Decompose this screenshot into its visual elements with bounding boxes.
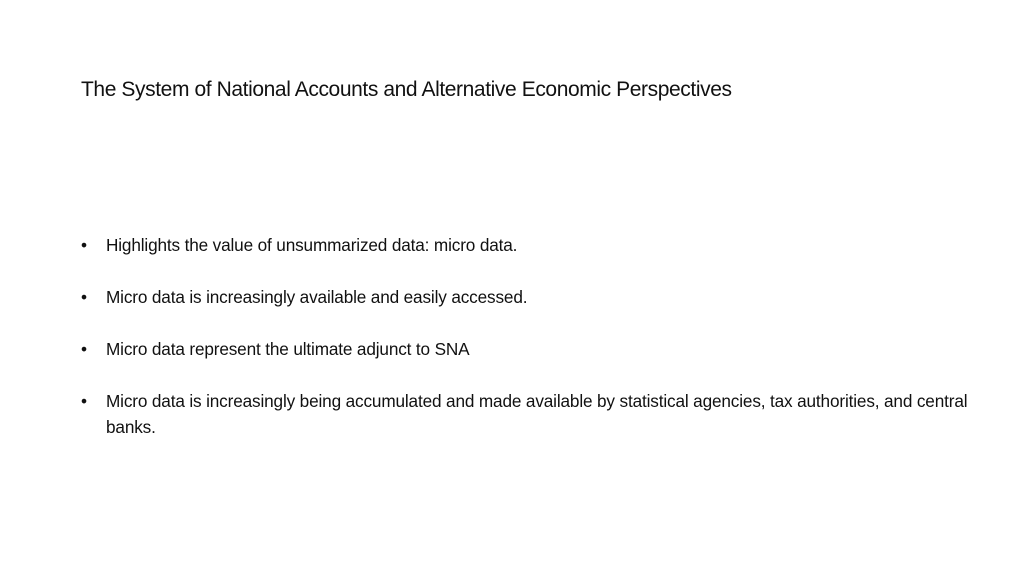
bullet-marker: • xyxy=(81,391,87,411)
bullet-item xyxy=(79,388,1009,440)
bullet-text: Micro data represent the ultimate adjunct to SNA xyxy=(106,339,470,359)
bullet-item xyxy=(79,232,1009,258)
bullet-item xyxy=(79,284,1009,310)
bullet-text: Micro data is increasingly available and easily accessed. xyxy=(106,287,528,307)
slide-title: The System of National Accounts and Alternative Economic Perspectives xyxy=(81,78,732,101)
bullet-marker: • xyxy=(81,339,87,359)
bullet-item xyxy=(79,336,1009,362)
bullet-text: Micro data is increasingly being accumulated and made available by statistical agencies, tax authorities, and central banks. xyxy=(106,391,968,437)
bullet-text: Highlights the value of unsummarized data: micro data. xyxy=(106,235,518,255)
bullet-marker: • xyxy=(81,287,87,307)
bullet-marker: • xyxy=(81,235,87,255)
bullet-list xyxy=(79,232,1009,440)
